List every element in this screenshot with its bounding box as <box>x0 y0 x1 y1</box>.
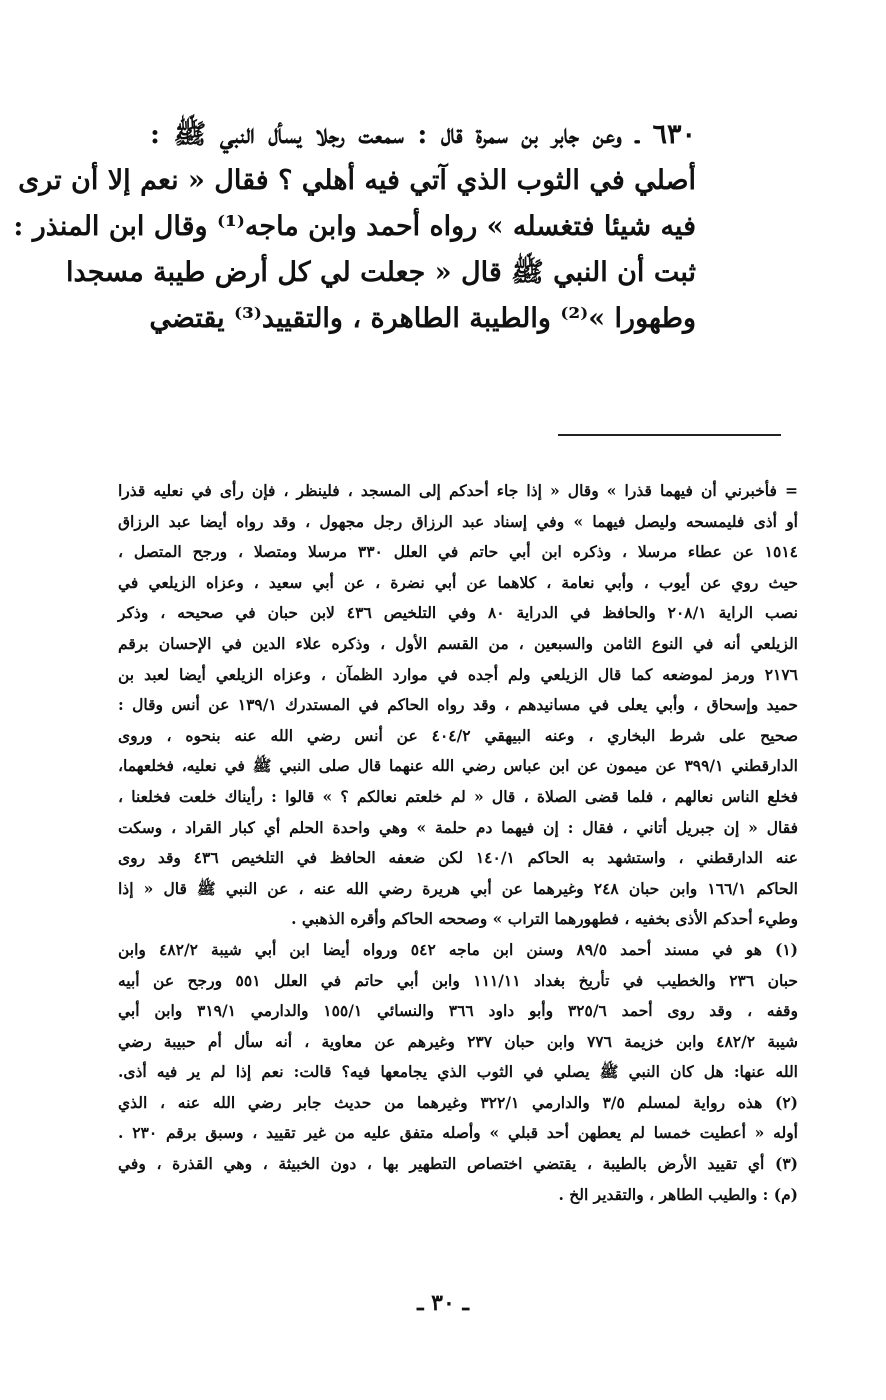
footnote-line: شيبة ٤٨٢/٢ وابن خزيمة ٧٧٦ وابن حبان ٢٣٧ وغيرهم عن معاوية ، أنه سأل أم حبيبة رضي <box>118 1031 798 1051</box>
footnotes <box>118 476 798 1210</box>
footnote-line: الدارقطني ٣٩٩/١ عن ميمون عن ابن عباس رضي الله عنهما قال صلى النبي ﷺ في نعليه، فخلعهما، <box>118 756 798 776</box>
footnote-line: وقفه ، وقد روى أحمد ٣٢٥/٦ وأبو داود ٣٦٦ والنسائي ١٥٥/١ والدارمي ٣١٩/١ وابن أبي <box>118 1001 798 1021</box>
main-text-line: فيه شيئا فتغسله » رواه أحمد وابن ماجه⁽¹⁾ وقال ابن المنذر : <box>13 211 696 242</box>
footnote-line: (م) : والطيب الطاهر ، والتقدير الخ . <box>558 1184 798 1204</box>
footnote-line: وطيء أحدكم الأذى بخفيه ، فطهورهما التراب » وصححه الحاكم وأقره الذهبي . <box>291 909 798 929</box>
footnote-line: نصب الراية ٢٠٨/١ والحافظ في الدراية ٨٠ وفي التلخيص ٤٣٦ لابن حبان في صحيحه ، وذكر <box>118 603 799 623</box>
page-number: ـ ٣٠ ـ <box>417 1290 469 1316</box>
footnote-line: الزيلعي أنه في النوع الثامن والسبعين ، من القسم الأول ، وذكره علاء الدين في الإحسان برقم <box>118 633 798 653</box>
footnote-line: ١٥١٤ عن عطاء مرسلا ، وذكره ابن أبي حاتم في العلل ٣٣٠ مرسلا ومتصلا ، ورجح المتصل ، <box>118 542 798 562</box>
footnote-line: فخلع الناس نعالهم ، فلما قضى الصلاة ، قال « لم خلعتم نعالكم ؟ » قالوا : رأيناك خلعت فخلعنا ، <box>118 786 798 806</box>
footnote-line: (٣) أي تقييد الأرض بالطيبة ، يقتضي اختصاص التطهير بها ، دون الخبيثة ، وهي القذرة ، وفي <box>118 1154 798 1174</box>
footnote-line: حبان ٢٣٦ والخطيب في تأريخ بغداد ١١١/١١ وابن أبي حاتم في العلل ٥٥١ ورجح عن أبيه <box>118 970 799 990</box>
footnote-divider <box>558 434 781 436</box>
main-text-line: وطهورا »⁽²⁾ والطيبة الطاهرة ، والتقييد⁽³⁾ يقتضي <box>149 303 696 334</box>
footnote-line: الله عنها: هل كان النبي ﷺ يصلي في الثوب الذي يجامعها فيه؟ قالت: نعم إذا لم ير فيه أذى. <box>118 1062 798 1082</box>
main-text-line: ثبت أن النبي ﷺ قال « جعلت لي كل أرض طيبة مسجدا <box>66 257 696 288</box>
footnote-line: حيث روي عن أيوب ، وأبي نعامة ، كلاهما عن أبي نضرة ، عن أبي سعيد ، وعزاه الزيلعي في <box>118 572 798 592</box>
footnote-line: أوله « أعطيت خمسا لم يعطهن أحد قبلي » وأصله متفق عليه من غير تقييد ، وسبق برقم ٢٣٠ . <box>118 1123 798 1143</box>
footnote-line: = فأخبرني أن فيهما قذرا » وقال « إذا جاء أحدكم إلى المسجد ، فلينظر ، فإن رأى في نعليه قذرا <box>118 481 798 500</box>
footnote-line: (٢) هذه رواية لمسلم ٣/٥ والدارمي ٣٢٢/١ وغيرهما من حديث جابر رضي الله عنه ، الذي <box>118 1092 798 1112</box>
footnote-line: أو أذى فليمسحه وليصل فيهما » وفي إسناد عبد الرزاق رجل مجهول ، وقد رواه أيضا عبد الرزاق <box>118 511 798 531</box>
footnote-line: حميد وإسحاق ، وأبي يعلى في مسانيدهم ، وقد رواه الحاكم في المستدرك ١٣٩/١ عن أنس وقال : <box>118 695 798 715</box>
footnote-line: (١) هو في مسند أحمد ٨٩/٥ وسنن ابن ماجه ٥٤٢ ورواه أيضا ابن أبي شيبة ٤٨٢/٢ وابن <box>118 939 798 959</box>
main-text-line: أصلي في الثوب الذي آتي فيه أهلي ؟ فقال « نعم إلا أن ترى <box>18 165 696 196</box>
footnote-line: ٢١٧٦ ورمز لموضعه كما قال الزيلعي ولم أجده في موارد الظمآن ، وعزاه الزيلعي أيضا لعبد بن <box>118 664 798 684</box>
main-text <box>13 112 696 342</box>
footnote-line: عنه الدارقطني ، واستشهد به الحاكم ١٤٠/١ لكن ضعفه الحافظ في التلخيص ٤٣٦ وقد روى <box>118 848 798 868</box>
main-text-line: ٦٣٠ ـ وعن جابر بن سمرة قال : سمعت رجلا يسأل النبي ﷺ : <box>150 119 696 150</box>
footnote-line: صحيح على شرط البخاري ، وعنه البيهقي ٤٠٤/٢ عن أنس رضي الله عنه بنحوه ، وروى <box>118 725 799 745</box>
footnote-line: فقال « إن جبريل أتاني ، فقال : إن فيهما دم حلمة » وهي واحدة الحلم أي كبار القراد ، وسكت <box>118 817 798 837</box>
footnote-line: الحاكم ١٦٦/١ وابن حبان ٢٤٨ وغيرهما عن أبي هريرة رضي الله عنه ، عن النبي ﷺ قال « إذا <box>118 878 798 898</box>
